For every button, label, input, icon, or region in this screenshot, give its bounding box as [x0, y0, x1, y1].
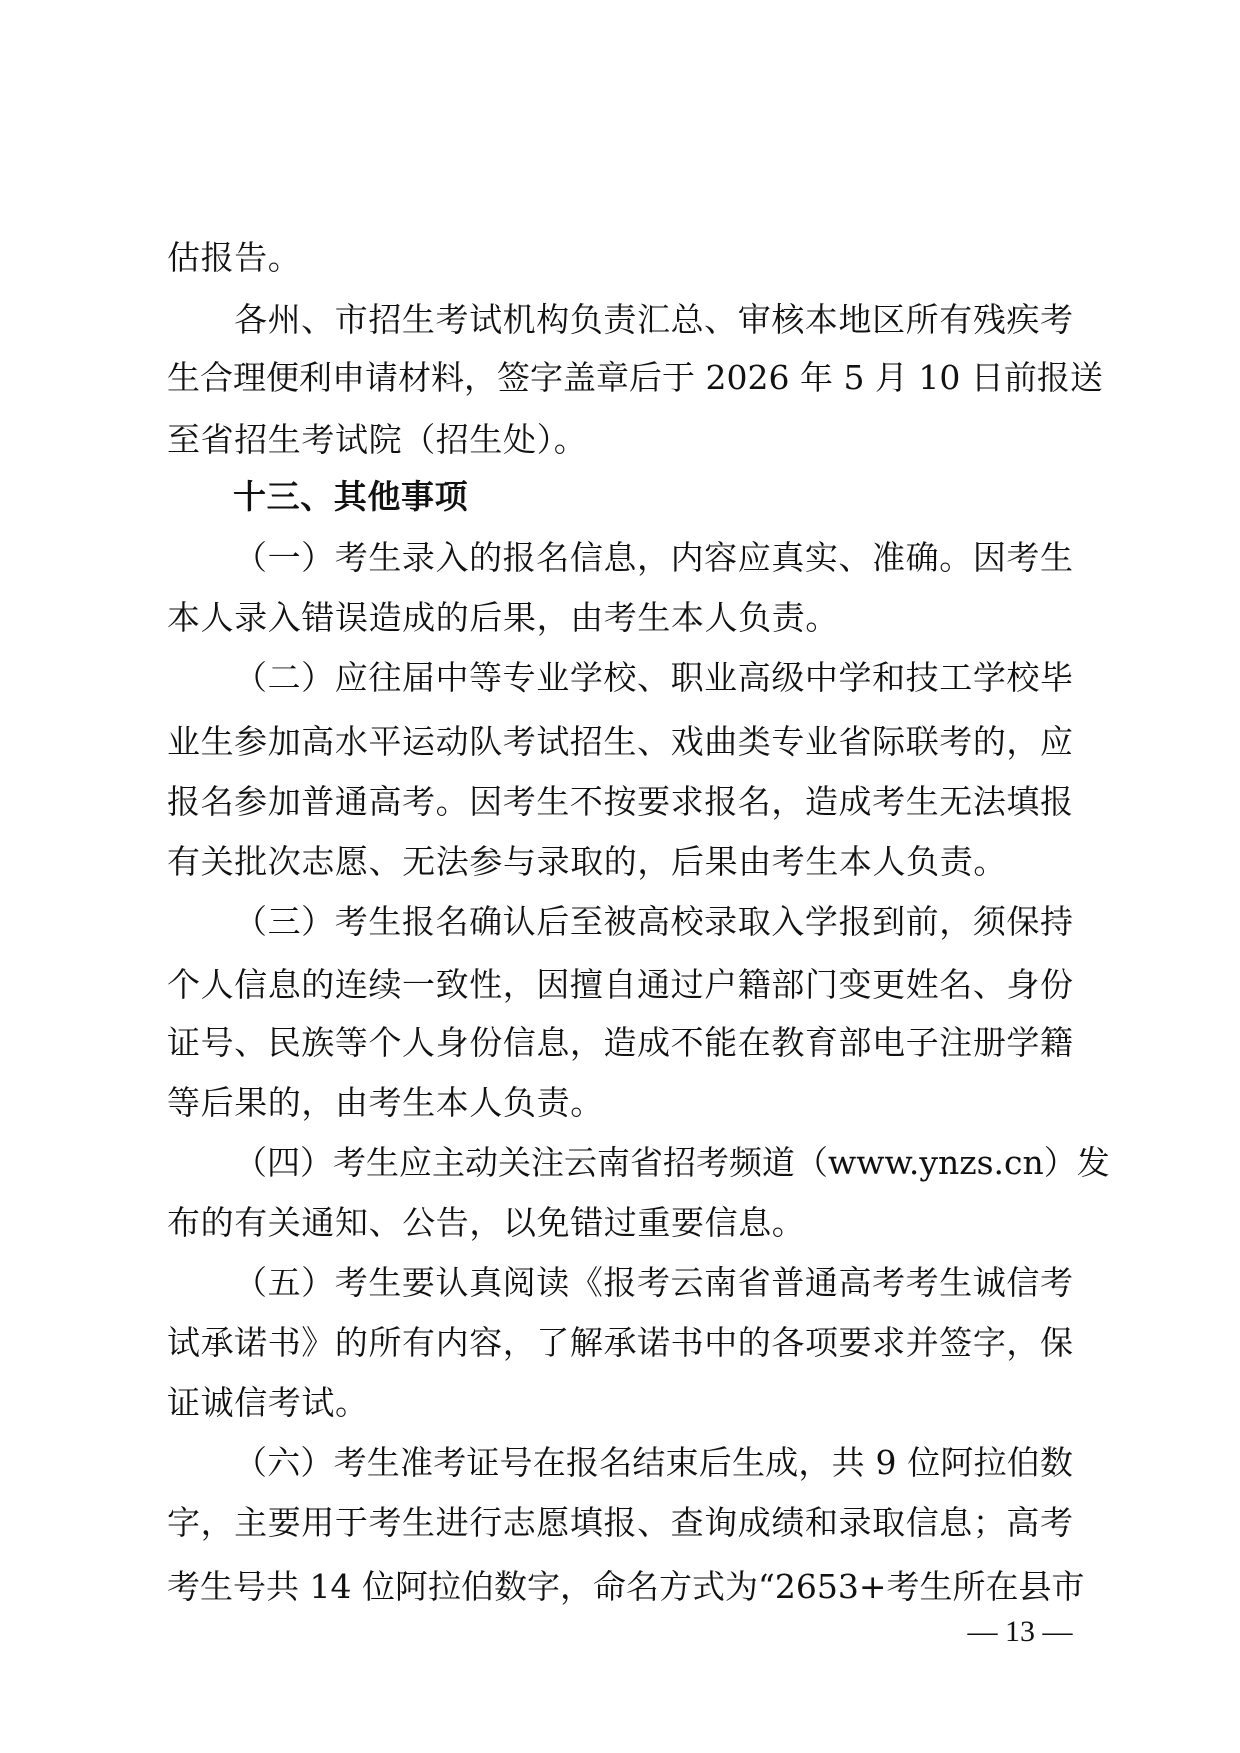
paragraph-line: 本人录入错误造成的后果，由考生本人负责。: [167, 598, 839, 637]
paragraph-line: 布的有关通知、公告，以免错过重要信息。: [167, 1203, 806, 1242]
paragraph-line: （一）考生录入的报名信息，内容应真实、准确。因考生: [234, 538, 1073, 577]
paragraph-line: 至省招生考试院（招生处）。: [167, 420, 588, 459]
page-number: — 13 —: [967, 1615, 1073, 1648]
paragraph-line: 字，主要用于考生进行志愿填报、查询成绩和录取信息；高考: [167, 1503, 1073, 1542]
paragraph-line: 个人信息的连续一致性，因擅自通过户籍部门变更姓名、身份: [167, 965, 1073, 1004]
paragraph-line: 估报告。: [167, 238, 302, 277]
paragraph-line: （三）考生报名确认后至被高校录取入学报到前，须保持: [234, 902, 1073, 941]
paragraph-line: 业生参加高水平运动队考试招生、戏曲类专业省际联考的，应: [167, 722, 1073, 761]
paragraph-line: 考生号共 14 位阿拉伯数字，命名方式为“2653+考生所在县市: [167, 1567, 1085, 1606]
paragraph-line: （四）考生应主动关注云南省招考频道（www.ynzs.cn）发: [234, 1143, 1110, 1182]
paragraph-line: （二）应往届中等专业学校、职业高级中学和技工学校毕: [234, 658, 1073, 697]
paragraph-line: （六）考生准考证号在报名结束后生成，共 9 位阿拉伯数: [234, 1443, 1073, 1482]
paragraph-line: 有关批次志愿、无法参与录取的，后果由考生本人负责。: [167, 842, 1007, 881]
paragraph-line: 各州、市招生考试机构负责汇总、审核本地区所有残疾考: [234, 300, 1073, 339]
section-heading: 十三、其他事项: [233, 477, 469, 516]
paragraph-line: 生合理便利申请材料，签字盖章后于 2026 年 5 月 10 日前报送: [167, 358, 1103, 397]
paragraph-line: （五）考生要认真阅读《报考云南省普通高考考生诚信考: [234, 1263, 1073, 1302]
paragraph-line: 证号、民族等个人身份信息，造成不能在教育部电子注册学籍: [167, 1023, 1073, 1062]
paragraph-line: 证诚信考试。: [167, 1383, 369, 1422]
paragraph-line: 报名参加普通高考。因考生不按要求报名，造成考生无法填报: [167, 782, 1073, 821]
paragraph-line: 等后果的，由考生本人负责。: [167, 1083, 604, 1122]
paragraph-line: 试承诺书》的所有内容，了解承诺书中的各项要求并签字，保: [167, 1323, 1073, 1362]
